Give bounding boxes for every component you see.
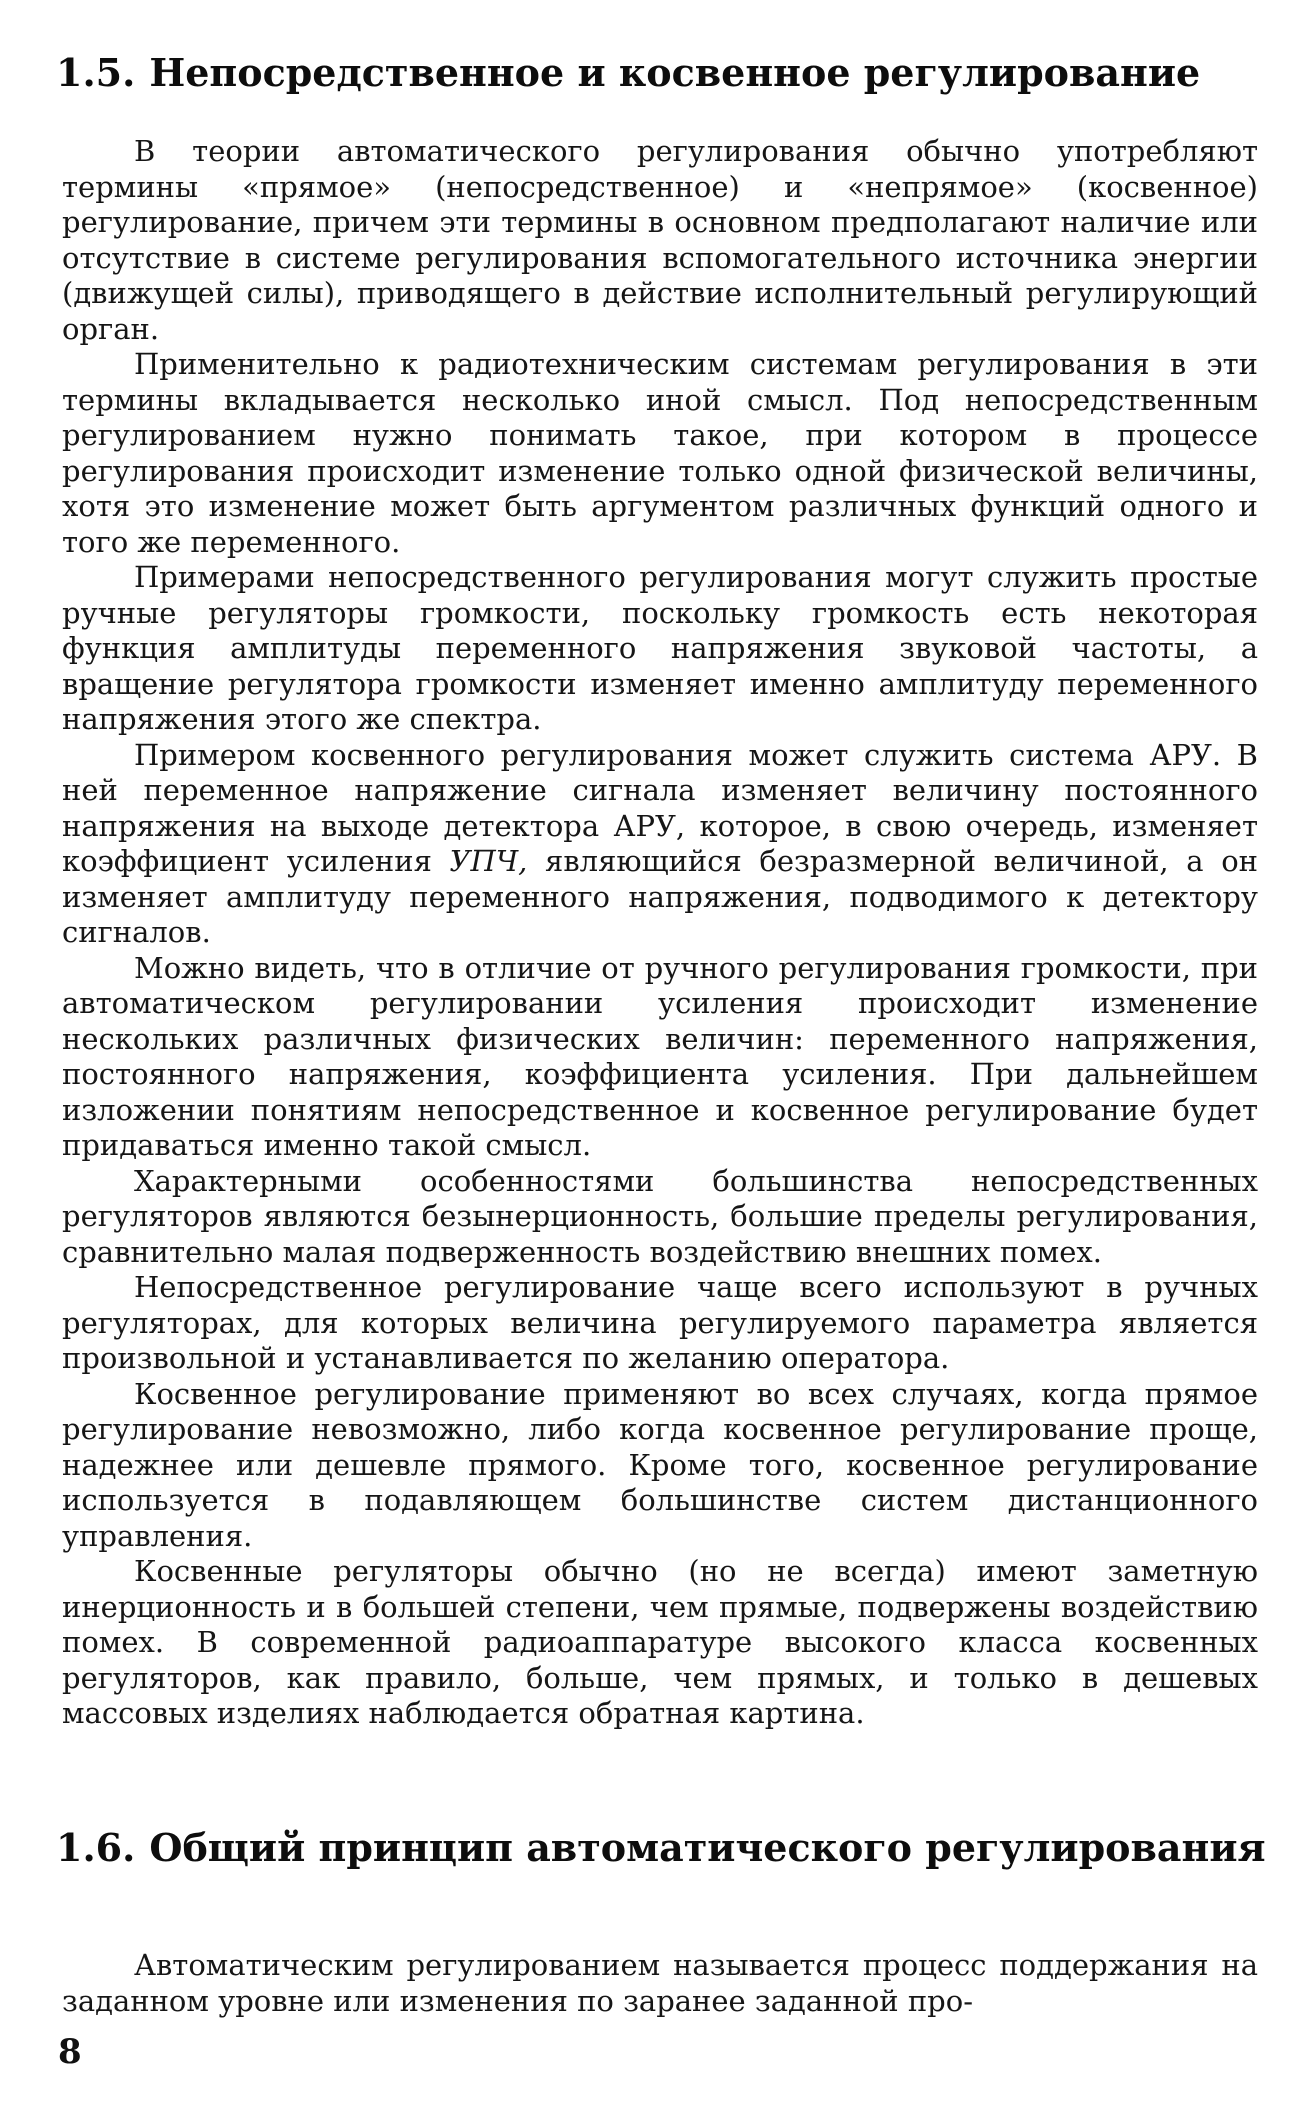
section-title: Непосредственное и косвенное регулирование [149,50,1201,95]
section-body-1-6 [62,1948,1258,2019]
italic-term: УПЧ, [449,844,528,878]
section-heading-1-6 [56,1825,1266,1871]
paragraph-text: являющийся безразмерной величиной, а он изменяет амплитуду переменного напряжения, подводимого к детектору сигналов. [62,844,1258,949]
section-number: 1.6. [56,1825,136,1870]
paragraph: Характерными особенностями большинства непосредственных регуляторов являются безынерционность, большие пределы регулирования, сравнительно малая подверженность воздействию внешних помех. [62,1163,1258,1269]
section-heading-1-5 [56,50,1256,96]
paragraph: Косвенное регулирование применяют во всех случаях, когда прямое регулирование невозможно, либо когда косвенное регулирование проще, надежнее или дешевле прямого. Кроме того, косвенное регулирование используется в подавляющем большинстве систем дистанционного управления. [62,1376,1258,1553]
paragraph: Косвенные регуляторы обычно (но не всегда) имеют заметную инерционность и в большей степени, чем прямые, подвержены воздействию помех. В современной радиоаппаратуре высокого класса косвенных регуляторов, как правило, больше, чем прямых, и только в дешевых массовых изделиях наблюдается обратная картина. [62,1554,1258,1730]
paragraph [62,738,1258,951]
paragraph: Можно видеть, что в отличие от ручного регулирования громкости, при автоматическом регулировании усиления происходит изменение нескольких различных физических величин: переменного напряжения, постоянного напряжения, коэффициента усиления. При дальнейшем изложении понятиям непосредственное и косвенное регулирование будет придаваться именно такой смысл. [62,950,1258,1162]
paragraph: Применительно к радиотехническим системам регулирования в эти термины вкладывается несколько иной смысл. Под непосредственным регулированием нужно понимать такое, при котором в процессе регулирования происходит изменение только одной физической величины, хотя это изменение может быть аргументом различных функций одного и того же переменного. [62,347,1258,559]
paragraph: Примерами непосредственного регулирования могут служить простые ручные регуляторы громкости, поскольку громкость есть некоторая функция амплитуды переменного напряжения звуковой частоты, а вращение регулятора громкости изменяет именно амплитуду переменного напряжения этого же спектра. [62,560,1258,736]
section-title: Общий принцип автоматического регулирования [149,1825,1266,1870]
paragraph-text: Примером косвенного регулирования может служить система АРУ. В ней переменное напряжение сигнала изменяет величину постоянного напряжения на выходе детектора АРУ, которое, в свою очередь, изменяет коэффициент усиления [62,737,1258,878]
section-body-1-5 [62,134,1258,1732]
page-number: 8 [58,2032,82,2072]
paragraph: В теории автоматического регулирования обычно употребляют термины «прямое» (непосредственное) и «непрямое» (косвенное) регулирование, причем эти термины в основном предполагают наличие или отсутствие в системе регулирования вспомогательного источника энергии (движущей силы), приводящего в действие исполнительный регулирующий орган. [62,134,1258,346]
section-number: 1.5. [56,50,136,95]
paragraph: Непосредственное регулирование чаще всего используют в ручных регуляторах, для которых величина регулируемого параметра является произвольной и устанавливается по желанию оператора. [62,1270,1258,1375]
paragraph: Автоматическим регулированием называется процесс поддержания на заданном уровне или изменения по заранее заданной про- [62,1948,1258,2018]
